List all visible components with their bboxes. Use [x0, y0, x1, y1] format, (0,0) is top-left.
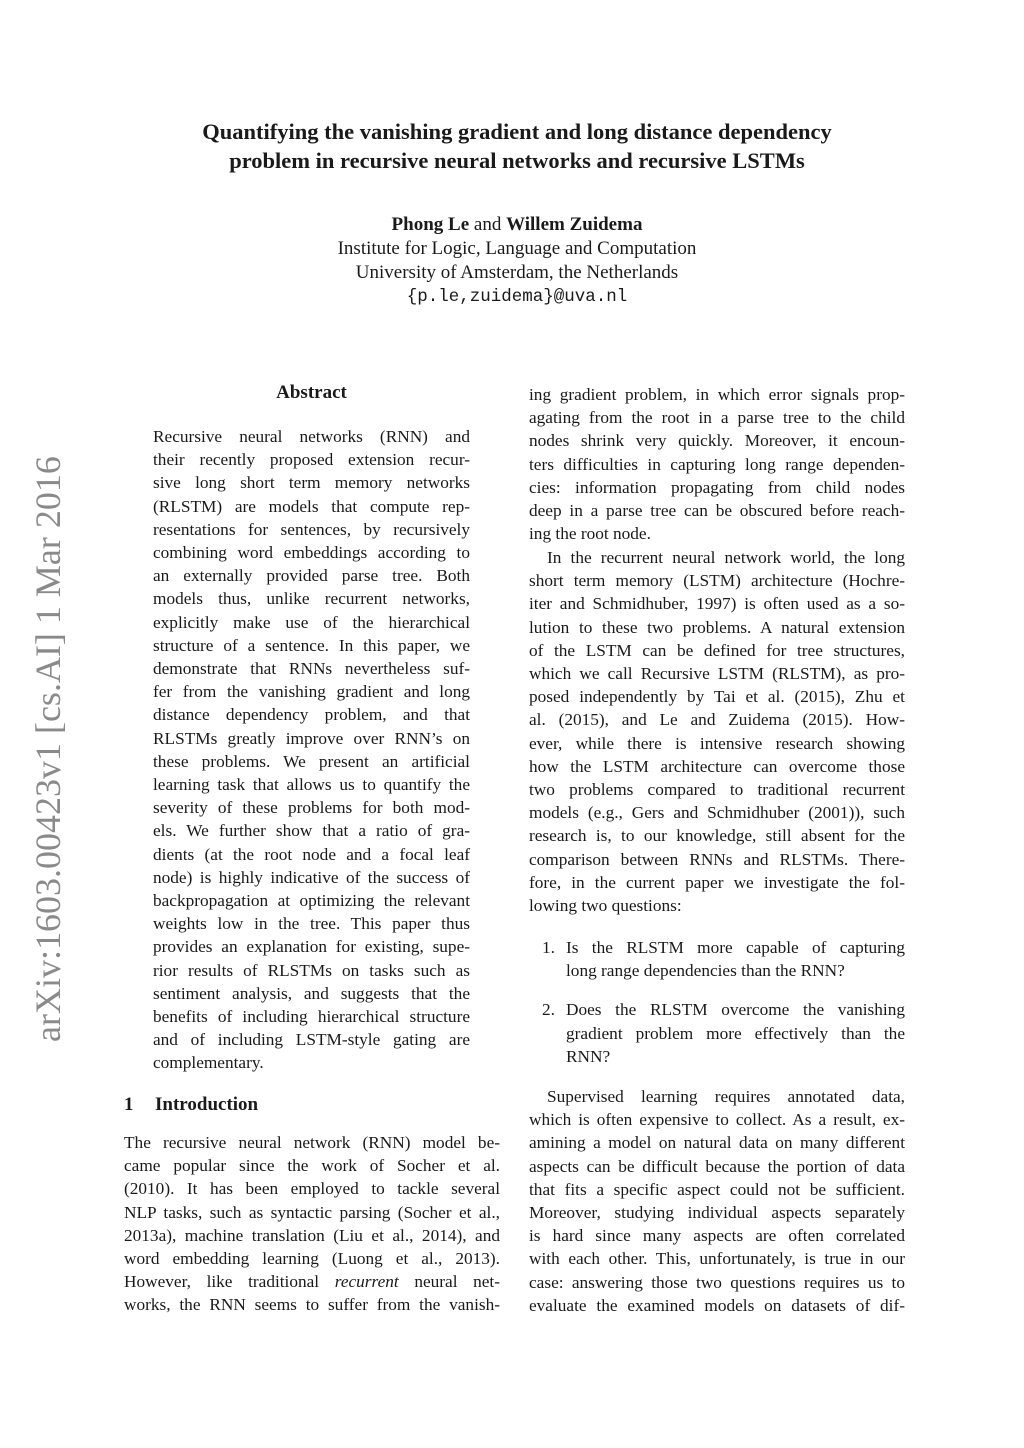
right-line: ing gradient problem, in which error signals prop- — [529, 385, 905, 404]
list-item-line: long range dependencies than the RNN? — [566, 961, 845, 981]
abstract-line: explicitly make use of the hierarchical — [153, 612, 470, 632]
right-line: with each other. This, unfortunately, is true in our — [529, 1249, 905, 1269]
right-paragraph-2 — [529, 546, 905, 917]
intro-line: (2010). It has been employed to tackle several — [124, 1179, 500, 1199]
question-list — [529, 936, 905, 1068]
author-block — [110, 213, 924, 309]
intro-line: word embedding learning (Luong et al., 2013). — [124, 1249, 500, 1269]
right-line: lowing two questions: — [529, 896, 682, 916]
intro-however-start: However, like traditional — [124, 1272, 320, 1292]
title-line-2: problem in recursive neural networks and recursive LSTMs — [229, 148, 805, 173]
right-paragraph-3 — [529, 1085, 905, 1317]
abstract-line: backpropagation at optimizing the relevant — [153, 891, 470, 911]
abstract-body — [153, 425, 470, 1075]
abstract-line: fer from the vanishing gradient and long — [153, 682, 470, 702]
right-line: Moreover, studying individual aspects separately — [529, 1203, 905, 1223]
list-item-line: gradient problem more effectively than the — [566, 1023, 905, 1043]
right-line: ing the root node. — [529, 524, 651, 544]
right-line: iter and Schmidhuber, 1997) is often used as a so- — [529, 594, 905, 614]
right-line: In the recurrent neural network world, the long — [547, 548, 905, 567]
author-2: Willem Zuidema — [506, 214, 643, 235]
list-item — [529, 936, 905, 982]
affiliation-1: Institute for Logic, Language and Computation — [337, 238, 697, 259]
abstract-line: severity of these problems for both mod- — [153, 798, 470, 818]
right-line: which is often expensive to collect. As a result, ex- — [529, 1110, 905, 1130]
introduction-body — [124, 1131, 500, 1317]
intro-however-end: neural net- — [414, 1272, 500, 1292]
intro-line: 2013a), machine translation (Liu et al., 2014), and — [124, 1225, 500, 1245]
abstract-line: benefits of including hierarchical structure — [153, 1007, 470, 1027]
list-item-number: 1. — [542, 938, 555, 957]
abstract-line: resentations for sentences, by recursively — [153, 519, 470, 539]
right-line: ters difficulties in capturing long range dependen- — [529, 454, 905, 474]
author-and: and — [473, 214, 502, 235]
right-line: amining a model on natural data on many different — [529, 1133, 905, 1153]
list-item-number: 2. — [542, 1000, 555, 1020]
right-line: how the LSTM architecture can overcome those — [529, 756, 905, 776]
section-heading-introduction — [124, 1094, 258, 1116]
right-line: which we call Recursive LSTM (RLSTM), as pro- — [529, 664, 905, 684]
right-line: comparison between RNNs and RLSTMs. There- — [529, 849, 905, 869]
right-line: cies: information propagating from child nodes — [529, 477, 905, 497]
right-line: models (e.g., Gers and Schmidhuber (2001)), such — [529, 803, 905, 823]
right-line: case: answering those two questions requires us to — [529, 1272, 905, 1292]
right-line: that fits a specific aspect could not be sufficient. — [529, 1179, 905, 1199]
right-line: Supervised learning requires annotated data, — [547, 1087, 905, 1106]
right-line: two problems compared to traditional recurrent — [529, 780, 905, 800]
title-line-1: Quantifying the vanishing gradient and long distance dependency — [202, 119, 832, 144]
abstract-line: distance dependency problem, and that — [153, 705, 470, 725]
affiliation-2: University of Amsterdam, the Netherlands — [355, 262, 679, 283]
right-line: ever, while there is intensive research showing — [529, 733, 905, 753]
right-line: deep in a parse tree can be obscured before reach- — [529, 501, 905, 521]
intro-line-however — [124, 1270, 500, 1293]
abstract-line: dients (at the root node and a focal leaf — [153, 844, 470, 864]
abstract-line: Recursive neural networks (RNN) and — [153, 427, 470, 446]
abstract-heading: Abstract — [276, 382, 347, 403]
section-number: 1 — [124, 1094, 134, 1115]
list-item-line: Does the RLSTM overcome the vanishing — [566, 1000, 905, 1020]
intro-italic-recurrent: recurrent — [334, 1272, 399, 1292]
right-line: fore, in the current paper we investigate the fol- — [529, 872, 905, 892]
abstract-line: weights low in the tree. This paper thus — [153, 914, 470, 934]
abstract-line: demonstrate that RNNs nevertheless suf- — [153, 659, 470, 679]
right-line: of the LSTM can be defined for tree structures, — [529, 640, 905, 660]
right-line: is hard since many aspects are often correlated — [529, 1226, 905, 1246]
abstract-line: provides an explanation for existing, supe- — [153, 937, 470, 957]
abstract-line: these problems. We present an artificial — [153, 751, 470, 771]
right-line: nodes shrink very quickly. Moreover, it encoun- — [529, 431, 905, 451]
right-line: aspects can be difficult because the portion of data — [529, 1156, 905, 1176]
abstract-line: (RLSTM) are models that compute rep- — [153, 496, 470, 516]
abstract-line: sive long short term memory networks — [153, 473, 470, 493]
abstract-line: structure of a sentence. In this paper, we — [153, 635, 470, 655]
list-item-line: Is the RLSTM more capable of capturing — [566, 938, 905, 957]
abstract-line: RLSTMs greatly improve over RNN’s on — [153, 728, 470, 748]
abstract-line: complementary. — [153, 1053, 264, 1073]
arxiv-identifier: arXiv:1603.00423v1 [cs.AI] 1 Mar 2016 — [28, 456, 68, 1042]
abstract-line: an externally provided parse tree. Both — [153, 566, 470, 586]
right-line: lution to these two problems. A natural extension — [529, 617, 905, 637]
author-1: Phong Le — [391, 214, 470, 235]
abstract-line: and of including LSTM-style gating are — [153, 1030, 470, 1050]
right-line: agating from the root in a parse tree to the child — [529, 408, 905, 428]
abstract-line: els. We further show that a ratio of gra- — [153, 821, 470, 841]
section-title: Introduction — [155, 1094, 259, 1115]
list-item-line: RNN? — [566, 1046, 611, 1066]
abstract-line: models thus, unlike recurrent networks, — [153, 589, 470, 609]
abstract-line: their recently proposed extension recur- — [153, 450, 470, 470]
abstract-line: learning task that allows us to quantify the — [153, 775, 470, 795]
intro-line: came popular since the work of Socher et al. — [124, 1156, 500, 1176]
intro-line: NLP tasks, such as syntactic parsing (Socher et al., — [124, 1202, 500, 1222]
right-line: al. (2015), and Le and Zuidema (2015). How- — [529, 710, 905, 730]
abstract-line: node) is highly indicative of the success of — [153, 867, 470, 887]
abstract-line: sentiment analysis, and suggests that the — [153, 983, 470, 1003]
right-line: evaluate the examined models on datasets of dif- — [529, 1295, 905, 1315]
right-line: research is, to our knowledge, still absent for the — [529, 826, 905, 846]
right-paragraph-1 — [529, 383, 905, 545]
author-names — [110, 213, 924, 237]
list-item — [529, 998, 905, 1068]
paper-title — [110, 117, 924, 175]
abstract-line: combining word embeddings according to — [153, 543, 470, 563]
right-line: short term memory (LSTM) architecture (Hochre- — [529, 571, 905, 591]
abstract-line: rior results of RLSTMs on tasks such as — [153, 960, 470, 980]
author-email: {p.le,zuidema}@uva.nl — [406, 287, 628, 307]
intro-line: works, the RNN seems to suffer from the vanish- — [124, 1295, 500, 1315]
right-line: posed independently by Tai et al. (2015), Zhu et — [529, 687, 905, 707]
intro-line: The recursive neural network (RNN) model be- — [124, 1133, 500, 1152]
